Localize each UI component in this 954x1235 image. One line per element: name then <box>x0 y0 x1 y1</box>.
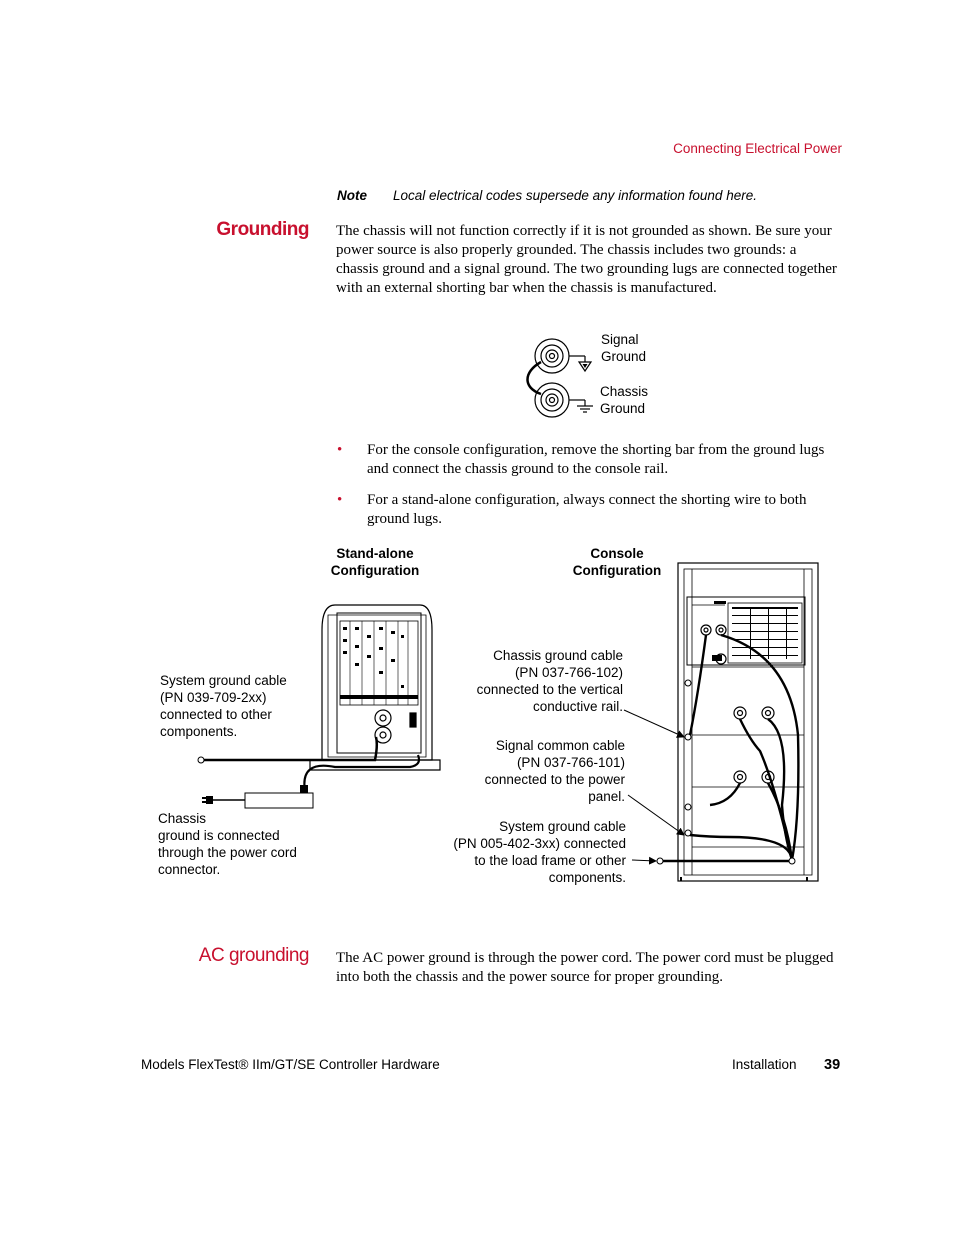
chassis-ground-label: Chassis Ground <box>600 384 649 416</box>
ac-grounding-paragraph: The AC power ground is through the power cord. The power cord must be plugged into both the chassis and the power source for proper grounding. <box>336 950 834 985</box>
signal-ground-label: Signal Ground <box>601 332 647 364</box>
caption-system-ground-standalone: System ground cable (PN 039-709-2xx) connected to other components. <box>160 673 287 739</box>
chassis-ground-leader <box>624 710 684 737</box>
section-heading-grounding: Grounding <box>216 219 309 240</box>
caption-chassis-ground-cable: Chassis ground cable (PN 037-766-102) connected to the vertical conductive rail. <box>476 648 623 714</box>
running-header: Connecting Electrical Power <box>673 141 842 156</box>
power-strip <box>245 793 313 808</box>
chassis-ground-cable <box>690 635 706 735</box>
grounding-paragraph: The chassis will not function correctly if it is not grounded as shown. Be sure your power source is also properly grounded. The chassis includes two grounds: a chassis ground and a signal ground. The two grounding lugs are connected together with an external shorting bar when the chassis is manufactured. <box>336 223 837 296</box>
bullet-item: • For a stand-alone configuration, always connect the shorting wire to both ground lugs. <box>337 492 807 527</box>
chassis-ground-lug <box>535 383 593 417</box>
plug-icon <box>202 796 213 804</box>
signal-common-cable <box>690 835 792 860</box>
page-number: 39 <box>824 1057 841 1073</box>
standalone-chassis <box>310 605 440 770</box>
note-text: Local electrical codes supersede any information found here. <box>393 188 757 203</box>
console-title: Console Configuration <box>572 546 662 578</box>
signal-common-leader <box>628 795 684 835</box>
standalone-title: Stand-alone Configuration <box>330 546 420 578</box>
signal-ground-lug <box>535 339 585 373</box>
system-ground-leader <box>632 860 656 861</box>
standalone-system-ground-cable <box>203 737 377 760</box>
section-heading-ac-grounding: AC grounding <box>198 945 309 966</box>
bullet-item: • For the console configuration, remove the shorting bar from the ground lugs and connect the chassis ground to the console rail. <box>337 442 825 477</box>
ground-lugs-figure <box>515 328 675 424</box>
caption-signal-common-cable: Signal common cable (PN 037-766-101) connected to the power panel. <box>484 738 625 804</box>
footer-book-title: Models FlexTest® IIm/GT/SE Controller Hardware <box>141 1057 440 1072</box>
note-label: Note <box>337 188 367 203</box>
caption-chassis-ground-note: Chassis ground is connected through the power cord connector. <box>158 811 297 877</box>
footer-chapter: Installation <box>732 1057 797 1072</box>
caption-system-ground-console: System ground cable (PN 005-402-3xx) connected to the load frame or other components. <box>453 819 626 885</box>
